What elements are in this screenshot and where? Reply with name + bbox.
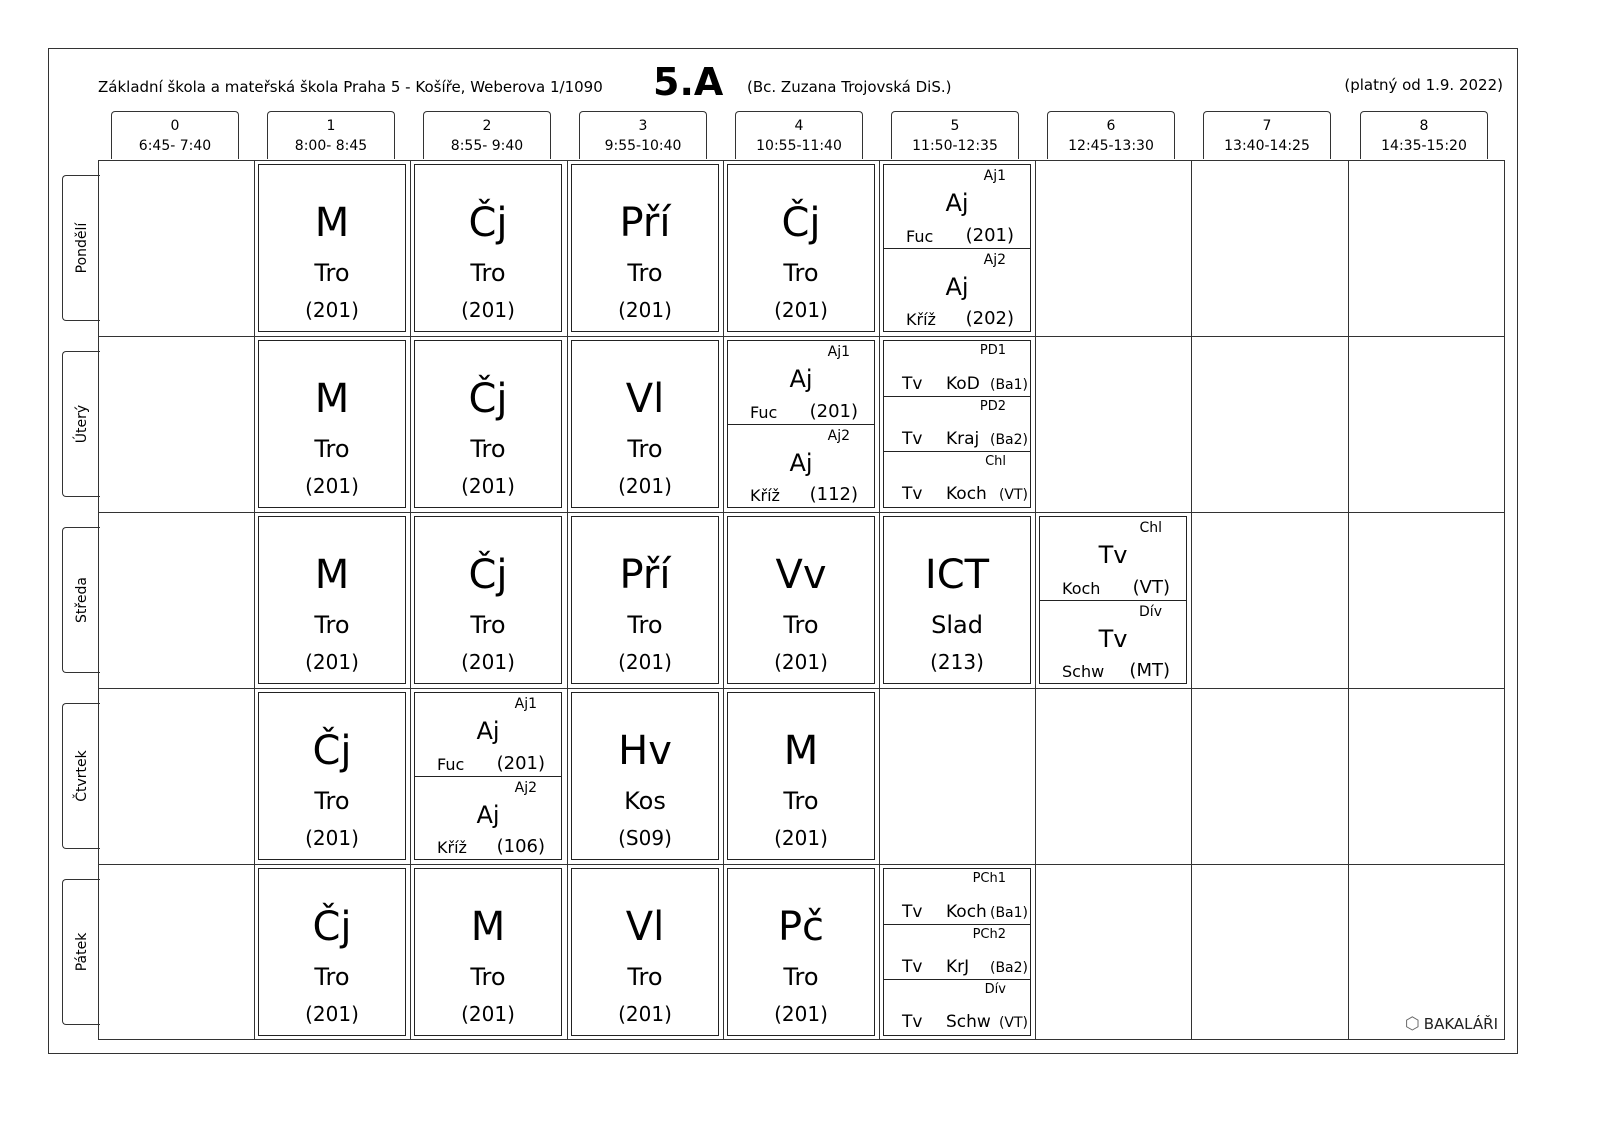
lesson-room: (MT)	[1129, 660, 1170, 681]
lesson-room: (Ba2)	[989, 960, 1028, 976]
group-lesson[interactable]	[884, 396, 1030, 451]
bakalari-logo	[1405, 1014, 1498, 1034]
logo-text: BAKALÁŘI	[1423, 1015, 1498, 1033]
lesson-room: (201)	[305, 474, 359, 498]
group-name: Aj2	[983, 252, 1006, 268]
lesson-room: (201)	[496, 753, 545, 774]
class-teacher: (Bc. Zuzana Trojovská DiS.)	[747, 78, 952, 96]
lesson-room: (201)	[618, 474, 672, 498]
class-title: 5.A	[653, 60, 724, 104]
lesson-room: (Ba1)	[989, 377, 1028, 393]
period-number: 2	[482, 118, 492, 134]
lesson-room: (VT)	[998, 487, 1028, 503]
lesson-subject: Tv	[902, 1012, 923, 1032]
period-number: 4	[794, 118, 804, 134]
group-lesson[interactable]	[728, 341, 874, 424]
period-number: 8	[1419, 118, 1429, 134]
group-lesson[interactable]	[1040, 517, 1186, 600]
lesson-subject: Aj	[476, 717, 500, 745]
day-name: Středa	[73, 577, 90, 623]
lesson-cell[interactable]	[727, 692, 875, 860]
valid-from: (platný od 1.9. 2022)	[1344, 76, 1503, 94]
lesson-cell[interactable]	[258, 868, 406, 1036]
lesson-subject: Čj	[468, 552, 508, 598]
group-name: Aj2	[514, 780, 537, 796]
period-number: 3	[638, 118, 648, 134]
period-time: 11:50-12:35	[912, 138, 998, 154]
lesson-room: (201)	[305, 650, 359, 674]
lesson-cell[interactable]	[883, 868, 1031, 1036]
period-time: 13:40-14:25	[1224, 138, 1310, 154]
period-time: 10:55-11:40	[756, 138, 842, 154]
period-header	[1047, 111, 1175, 159]
period-time: 8:00- 8:45	[294, 138, 368, 154]
group-name: Chl	[985, 454, 1006, 469]
lesson-subject: Aj	[789, 449, 813, 477]
lesson-teacher: Tro	[314, 435, 350, 463]
lesson-teacher: Tro	[470, 611, 506, 639]
lesson-cell[interactable]	[258, 692, 406, 860]
lesson-teacher: Tro	[627, 611, 663, 639]
lesson-teacher: Koch	[946, 902, 987, 922]
lesson-cell[interactable]	[727, 340, 875, 508]
lesson-teacher: Tro	[627, 435, 663, 463]
grid-line	[98, 336, 1504, 337]
group-name: Aj1	[514, 696, 537, 712]
lesson-cell[interactable]	[883, 340, 1031, 508]
lesson-cell[interactable]	[414, 340, 562, 508]
lesson-cell[interactable]	[571, 516, 719, 684]
period-header	[111, 111, 239, 159]
day-name: Čtvrtek	[73, 750, 90, 802]
period-header	[267, 111, 395, 159]
lesson-teacher: Tro	[783, 611, 819, 639]
lesson-cell[interactable]	[258, 164, 406, 332]
day-name: Úterý	[73, 404, 90, 444]
grid-line	[98, 160, 99, 1040]
lesson-room: (201)	[461, 1002, 515, 1026]
lesson-room: (201)	[305, 298, 359, 322]
lesson-room: (201)	[774, 298, 828, 322]
lesson-teacher: Tro	[470, 963, 506, 991]
lesson-room: (201)	[618, 1002, 672, 1026]
period-time: 9:55-10:40	[604, 138, 682, 154]
lesson-teacher: Slad	[931, 611, 983, 639]
period-header	[1360, 111, 1488, 159]
lesson-subject: Hv	[618, 728, 672, 774]
lesson-cell[interactable]	[571, 164, 719, 332]
group-name: Chl	[1139, 520, 1162, 536]
lesson-subject: M	[314, 552, 350, 598]
lesson-room: (201)	[461, 298, 515, 322]
period-time: 14:35-15:20	[1381, 138, 1467, 154]
group-lesson[interactable]	[884, 869, 1030, 924]
group-name: Aj1	[983, 168, 1006, 184]
lesson-room: (201)	[618, 298, 672, 322]
lesson-subject: Aj	[476, 801, 500, 829]
lesson-cell[interactable]	[571, 340, 719, 508]
lesson-teacher: Fuc	[906, 227, 934, 246]
lesson-room: (VT)	[998, 1015, 1028, 1031]
lesson-teacher: Tro	[314, 611, 350, 639]
group-lesson[interactable]	[728, 424, 874, 507]
group-name: PD1	[979, 343, 1006, 358]
group-name: PCh1	[972, 871, 1006, 886]
lesson-subject: Vv	[775, 552, 827, 598]
lesson-cell[interactable]	[258, 516, 406, 684]
group-lesson[interactable]	[884, 165, 1030, 248]
period-header	[735, 111, 863, 159]
lesson-cell[interactable]	[414, 868, 562, 1036]
lesson-room: (112)	[809, 484, 858, 505]
lesson-subject: Pč	[777, 904, 825, 950]
lesson-cell[interactable]	[727, 516, 875, 684]
grid-line	[98, 864, 1504, 865]
lesson-cell[interactable]	[727, 164, 875, 332]
timetable-grid	[98, 160, 1504, 1040]
lesson-subject: M	[783, 728, 819, 774]
lesson-subject: Čj	[781, 200, 821, 246]
lesson-teacher: Tro	[783, 963, 819, 991]
lesson-subject: Tv	[902, 957, 923, 977]
period-time: 6:45- 7:40	[138, 138, 212, 154]
lesson-subject: Čj	[468, 376, 508, 422]
lesson-room: (201)	[774, 650, 828, 674]
lesson-room: (201)	[461, 474, 515, 498]
period-number: 6	[1106, 118, 1116, 134]
lesson-room: (201)	[618, 650, 672, 674]
day-name: Pátek	[73, 932, 90, 972]
period-header	[423, 111, 551, 159]
lesson-subject: Čj	[468, 200, 508, 246]
lesson-subject: M	[314, 376, 350, 422]
grid-line	[254, 160, 255, 1040]
group-lesson[interactable]	[1040, 600, 1186, 683]
lesson-subject: Aj	[945, 273, 969, 301]
lesson-room: (201)	[774, 826, 828, 850]
group-lesson[interactable]	[884, 924, 1030, 979]
lesson-room: (201)	[461, 650, 515, 674]
lesson-teacher: Kříž	[906, 310, 936, 329]
lesson-subject: Vl	[625, 376, 665, 422]
lesson-cell[interactable]	[414, 516, 562, 684]
grid-line	[1191, 160, 1192, 1040]
lesson-cell[interactable]	[414, 692, 562, 860]
lesson-subject: Aj	[945, 189, 969, 217]
lesson-room: (201)	[774, 1002, 828, 1026]
lesson-room: (213)	[930, 650, 984, 674]
grid-line	[98, 1039, 1504, 1040]
grid-line	[1504, 160, 1505, 1040]
grid-line	[98, 160, 1504, 161]
lesson-teacher: Schw	[946, 1012, 991, 1032]
period-number: 7	[1262, 118, 1272, 134]
lesson-cell[interactable]	[883, 164, 1031, 332]
lesson-teacher: Tro	[314, 787, 350, 815]
lesson-room: (VT)	[1132, 577, 1170, 598]
lesson-room: (Ba2)	[989, 432, 1028, 448]
lesson-teacher: Schw	[1062, 662, 1105, 681]
lesson-teacher: Tro	[627, 963, 663, 991]
lesson-teacher: Koch	[946, 484, 987, 504]
day-label	[62, 703, 100, 849]
grid-line	[98, 512, 1504, 513]
lesson-subject: Pří	[619, 552, 671, 598]
lesson-cell[interactable]	[571, 692, 719, 860]
school-name: Základní škola a mateřská škola Praha 5 - Košíře, Weberova 1/1090	[98, 78, 603, 96]
lesson-subject: Pří	[619, 200, 671, 246]
period-time: 12:45-13:30	[1068, 138, 1154, 154]
day-label	[62, 527, 100, 673]
lesson-subject: M	[314, 200, 350, 246]
lesson-teacher: Fuc	[437, 755, 465, 774]
lesson-subject: Tv	[902, 484, 923, 504]
lesson-subject: Aj	[789, 365, 813, 393]
group-lesson[interactable]	[884, 341, 1030, 396]
period-time: 8:55- 9:40	[450, 138, 524, 154]
grid-line	[98, 688, 1504, 689]
group-lesson[interactable]	[884, 979, 1030, 1034]
lesson-room: (201)	[965, 225, 1014, 246]
grid-line	[723, 160, 724, 1040]
day-label	[62, 879, 100, 1025]
lesson-teacher: Tro	[314, 963, 350, 991]
day-label	[62, 351, 100, 497]
gear-icon: ⬡	[1404, 1014, 1420, 1034]
lesson-room: (201)	[809, 401, 858, 422]
lesson-teacher: Tro	[783, 787, 819, 815]
lesson-room: (202)	[965, 308, 1014, 329]
group-lesson[interactable]	[415, 693, 561, 776]
lesson-room: (201)	[305, 1002, 359, 1026]
period-header	[579, 111, 707, 159]
grid-line	[410, 160, 411, 1040]
lesson-teacher: Kříž	[437, 838, 467, 857]
lesson-room: (Ba1)	[989, 905, 1028, 921]
lesson-teacher: Tro	[783, 259, 819, 287]
lesson-cell[interactable]	[1039, 516, 1187, 684]
day-label	[62, 175, 100, 321]
group-name: PD2	[979, 399, 1006, 414]
period-header	[1203, 111, 1331, 159]
lesson-teacher: Kříž	[750, 486, 780, 505]
lesson-cell[interactable]	[258, 340, 406, 508]
lesson-subject: Tv	[1098, 541, 1128, 569]
lesson-subject: Čj	[312, 728, 352, 774]
lesson-subject: ICT	[924, 552, 990, 598]
grid-line	[567, 160, 568, 1040]
group-name: Dív	[984, 982, 1006, 997]
lesson-teacher: Kraj	[946, 429, 980, 449]
grid-line	[1035, 160, 1036, 1040]
lesson-room: (201)	[305, 826, 359, 850]
lesson-cell[interactable]	[571, 868, 719, 1036]
lesson-teacher: Tro	[314, 259, 350, 287]
group-lesson[interactable]	[415, 776, 561, 859]
lesson-subject: Tv	[902, 429, 923, 449]
lesson-teacher: Tro	[470, 259, 506, 287]
lesson-cell[interactable]	[727, 868, 875, 1036]
grid-line	[1348, 160, 1349, 1040]
group-lesson[interactable]	[884, 248, 1030, 331]
lesson-subject: Vl	[625, 904, 665, 950]
period-number: 1	[326, 118, 336, 134]
group-name: Dív	[1139, 604, 1162, 620]
lesson-room: (106)	[496, 836, 545, 857]
lesson-subject: M	[470, 904, 506, 950]
day-name: Pondělí	[73, 222, 90, 274]
lesson-teacher: Koch	[1062, 579, 1101, 598]
lesson-teacher: Tro	[470, 435, 506, 463]
lesson-teacher: Kos	[624, 787, 666, 815]
lesson-teacher: KoD	[946, 374, 980, 394]
lesson-teacher: Tro	[627, 259, 663, 287]
lesson-room: (S09)	[618, 826, 672, 850]
group-name: PCh2	[972, 927, 1006, 942]
grid-line	[879, 160, 880, 1040]
group-name: Aj1	[827, 344, 850, 360]
lesson-cell[interactable]	[883, 516, 1031, 684]
lesson-subject: Čj	[312, 904, 352, 950]
lesson-teacher: Fuc	[750, 403, 778, 422]
group-name: Aj2	[827, 428, 850, 444]
lesson-subject: Tv	[1098, 625, 1128, 653]
lesson-subject: Tv	[902, 374, 923, 394]
lesson-teacher: KrJ	[946, 957, 970, 977]
period-header	[891, 111, 1019, 159]
period-number: 5	[950, 118, 960, 134]
lesson-subject: Tv	[902, 902, 923, 922]
group-lesson[interactable]	[884, 451, 1030, 506]
lesson-cell[interactable]	[414, 164, 562, 332]
period-number: 0	[170, 118, 180, 134]
